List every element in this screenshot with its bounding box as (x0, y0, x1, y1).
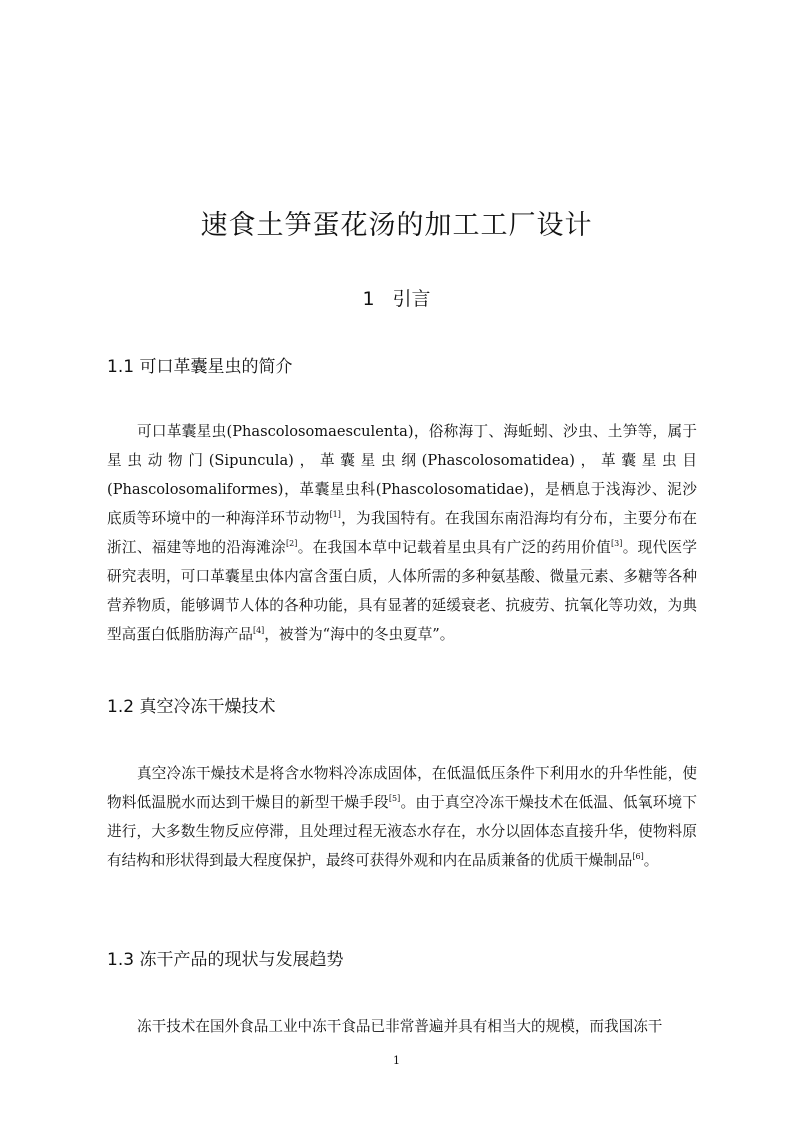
citation-ref: [4] (252, 626, 265, 636)
citation-ref: [1] (329, 510, 341, 520)
section-heading-1-1: 1.1 可口革囊星虫的简介 (107, 357, 293, 377)
page-number: 1 (393, 1054, 400, 1067)
citation-ref: [6] (632, 852, 644, 862)
chapter-heading (0, 284, 793, 311)
document-title: 速食土笋蛋花汤的加工工厂设计 (200, 210, 593, 241)
section-heading-1-3: 1.3 冻干产品的现状与发展趋势 (107, 950, 344, 970)
citation-ref: [2] (286, 539, 298, 549)
citation-ref: [3] (611, 539, 623, 549)
chapter-title: 引言 (392, 288, 431, 310)
section-heading-1-2: 1.2 真空冷冻干燥技术 (107, 697, 276, 717)
section-paragraph-1-2: 真空冷冻干燥技术是将含水物料冷冻成固体，在低温低压条件下利用水的升华性能，使物料低温脱水而达到干燥目的新型干燥手段[5]。由于真空冷冻干燥技术在低温、低氧环境下进行，大多数生物反应停滞，且处理过程无液态水存在，水分以固体态直接升华，使物料原有结构和形状得到最大程度保护，最终可获得外观和内在品质兼备的优质干燥制品[6]。 (107, 765, 697, 869)
section-paragraph-1-3: 冻干技术在国外食品工业中冻干食品已非常普遍并具有相当大的规模，而我国冻干 (137, 1018, 663, 1035)
section-paragraph-1-1: 可口革囊星虫(Phascolosomaesculenta)，俗称海丁、海蚯蚓、沙虫、土笋等，属于星虫动物门(Sipuncula)，革囊星虫纲(Phascolosomatidea)，革囊星虫目(Phascolosomaliformes)，革囊星虫科(Phascolosomatidae)，是栖息于浅海沙、泥沙底质等环境中的一种海洋环节动物[1]，为我国特有。在我国东南沿海均有分布，主要分布在浙江、福建等地的沿海滩涂[2]。在我国本草中记载着星虫具有广泛的药用价值[3]。现代医学研究表明，可口革囊星虫体内富含蛋白质，人体所需的多种氨基酸、微量元素、多糖等各种营养物质，能够调节人体的各种功能，具有显著的延缓衰老、抗疲劳、抗氧化等功效，为典型高蛋白低脂肪海产品[4]，被誉为“海中的冬虫夏草”。 (107, 423, 697, 643)
citation-ref: [5] (388, 794, 401, 804)
chapter-number: 1 (362, 288, 375, 310)
